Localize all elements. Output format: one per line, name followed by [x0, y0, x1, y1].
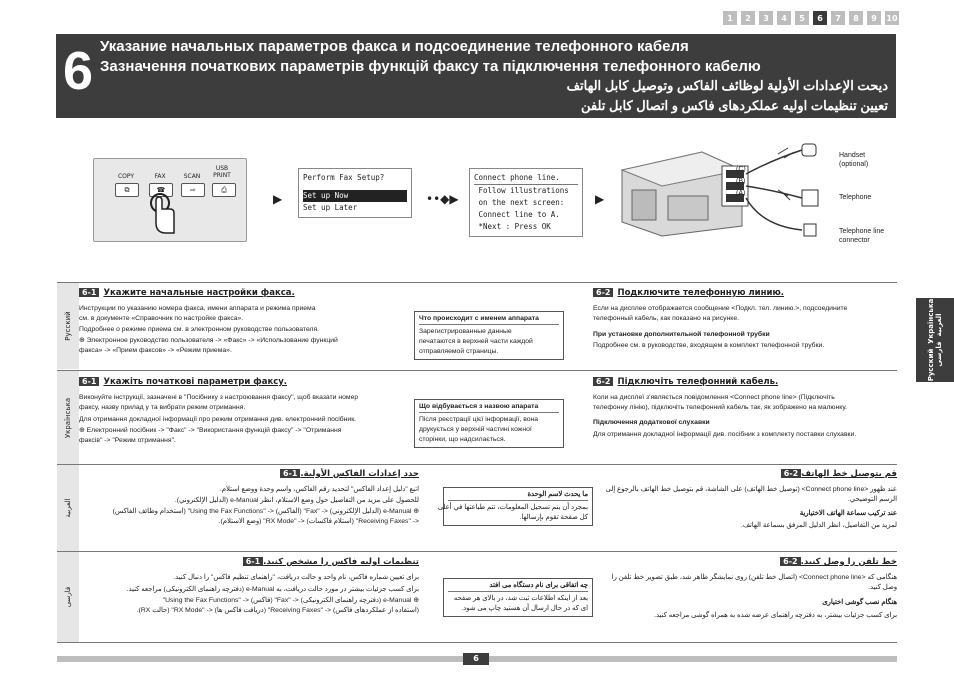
step-6-2-instruction: عند ظهور <Connect phone line> (توصيل خط الهاتف) على الشاشة، قم بتوصيل خط الهاتف بالرجوع إلى الرسم التوضيحي. — [605, 486, 897, 503]
step-6-1-detail: Подробнее о режиме приема см. в электронном руководстве пользователя. — [79, 326, 320, 333]
note-unit-name: ما يحدث لاسم الوحدة بمجرد أن يتم تسجيل المعلومات، تتم طباعتها في أعلى كل صفحة تقوم بإرسالها. — [443, 487, 593, 526]
step-6-1-detail: للحصول على مزيد من التفاصيل حول وضع الاستلام، انظر e-Manual (الدليل الإلكتروني). — [174, 497, 419, 504]
scan-label: SCAN — [183, 173, 201, 180]
usb-print-label: USB PRINT — [213, 165, 231, 179]
step-6-2-detail: Подробнее см. в руководстве, входящем в комплект телефонной трубки. — [593, 342, 825, 349]
machine-connection-diagram — [612, 130, 837, 242]
step-6-1-instruction: برای تعیین شماره فاکس، نام واحد و حالت دریافت، "راهنمای تنظیم فاکس" را دنبال کنید. — [173, 574, 419, 581]
option-set-up-later[interactable]: Set up Later — [303, 203, 358, 212]
page-link-2[interactable]: 2 — [741, 11, 755, 25]
fax-label: FAX — [154, 173, 166, 180]
section-russian — [57, 282, 897, 369]
port-label-a: (A) — [736, 190, 746, 197]
wall-connector-icon — [804, 224, 816, 236]
lcd-screen-connect-line — [469, 168, 583, 237]
copy-icon[interactable]: ⧉ — [115, 183, 139, 197]
scan-icon[interactable]: ⇨ — [181, 183, 205, 197]
copy-label: COPY — [117, 173, 135, 180]
connector-label: Telephone line connector — [839, 228, 885, 244]
title-russian: Указание начальных параметров факса и подсоединение телефонного кабеля — [100, 38, 689, 55]
note-unit-name: Що відбувається з назвою апарата Після реєстрації цієї інформації, вона друкується у верхній частині кожної сторінки, що надсилається. — [414, 399, 564, 448]
note-unit-name: چه اتفاقی برای نام دستگاه می افتد بعد از اینکه اطلاعات ثبت شد، در بالای هر صفحه ای که در حال ارسال آن هستید چاپ می شود. — [443, 578, 593, 617]
note-unit-name: Что происходит с именем аппарата Зарегистрированные данные печатаются в верхней части каждой отправляемой страницы. — [414, 311, 564, 360]
title-persian: تعیین تنظیمات اولیه عملکردهای فاکس و اتصال کابل تلفن — [581, 98, 888, 113]
language-tab-russian: Русский — [57, 283, 79, 369]
section-arabic — [57, 464, 897, 551]
step-6-1-heading: تنظیمات اولیه فاکس را مشخص کنید.6-1 — [239, 557, 419, 567]
page-navigation — [723, 11, 899, 25]
step-6-1-manual-path: ⊕ e-Manual (دفترچه راهنمای الکترونیکی) <- "Fax" (فاکس) <- "Using the Fax Functions" (استفاده از عملکردهای فاکس) <- "Receiving Faxes" (دریافت فاکس ها) <- "RX Mode" (حالت RX). — [136, 597, 419, 614]
step-6-2-subheading: هنگام نصب گوشی اختیاری — [822, 599, 897, 606]
page-link-10[interactable]: 10 — [885, 11, 899, 25]
page-link-1[interactable]: 1 — [723, 11, 737, 25]
finger-press-icon — [140, 187, 180, 237]
screen-line-1: Connect phone line. — [474, 172, 578, 185]
step-6-1-instruction: Виконуйте інструкції, зазначені в "Посібнику з настроювання факсу", щоб вказати номер факсу, назву прилад у та вибрати режим отримання. — [79, 394, 359, 411]
section-persian — [57, 551, 897, 643]
screen-title: Perform Fax Setup? — [303, 173, 385, 182]
title-ukrainian: Зазначення початкових параметрів функцій факсу та підключення телефонного кабелю — [100, 58, 761, 75]
operation-panel-illustration — [93, 158, 247, 242]
step-6-2-heading: 6-2 Подключите телефонную линию. — [593, 288, 784, 298]
step-6-1-manual-path: ⊕ Электронное руководство пользователя -> «Факс» -> «Использование функций факса» -> «Прием факсов» -> «Режим приема». — [79, 337, 338, 354]
ok-arrow-icon: ••◆▶ — [426, 192, 459, 206]
lcd-screen-fax-setup — [298, 168, 412, 218]
language-tab-ukrainian: Українська — [57, 371, 79, 465]
step-6-2-detail: برای کسب جزئیات بیشتر، به دفترچه راهنمای عرضه شده به همراه گوشی مراجعه کنید. — [654, 612, 897, 619]
page-link-8[interactable]: 8 — [849, 11, 863, 25]
language-tab-arabic: العربية — [57, 465, 79, 551]
page-link-5[interactable]: 5 — [795, 11, 809, 25]
section-ukrainian — [57, 370, 897, 465]
telephone-label: Telephone — [839, 194, 872, 201]
arrow-right-icon: ▶ — [273, 192, 283, 206]
step-6-1-instruction: Инструкции по указанию номера факса, имени аппарата и режима приема см. в документе «Справочник по настройке факса». — [79, 305, 316, 322]
handset-icon — [802, 144, 816, 156]
screen-line-5: *Next : Press OK — [474, 222, 551, 231]
step-6-2-subheading: عند تركيب سماعة الهاتف الاختيارية — [799, 510, 897, 517]
page-link-9[interactable]: 9 — [867, 11, 881, 25]
step-6-1-heading: 6-1 Укажіть початкові параметри факсу. — [79, 377, 287, 387]
page-link-3[interactable]: 3 — [759, 11, 773, 25]
step-6-1-instruction: اتبع "دليل إعداد الفاكس" لتحديد رقم الفاكس، واسم وحدة ووضع استلام. — [219, 486, 419, 493]
language-side-tab[interactable]: Русский Українська العربية فارسی — [916, 298, 954, 382]
page-link-7[interactable]: 7 — [831, 11, 845, 25]
step-6-2-heading: قم بتوصيل خط الهاتف6-2 — [777, 469, 897, 479]
step-6-2-instruction: Если на дисплее отображается сообщение <Подкл. тел. линию.>, подсоедините телефонный кабель, как показано на рисунке. — [593, 305, 848, 322]
step-6-2-subheading: Підключення додаткової слухавки — [593, 419, 710, 426]
step-6-2-instruction: Коли на дисплеї з'являється повідомлення <Connect phone line> (Підключіть телефонну лінію), підключіть телефонний кабель так, як зображено на малюнку. — [593, 394, 847, 411]
step-6-1-heading: 6-1 Укажите начальные настройки факса. — [79, 288, 295, 298]
screen-line-2: Follow illustrations — [474, 186, 569, 195]
step-header — [56, 34, 896, 118]
page-link-4[interactable]: 4 — [777, 11, 791, 25]
step-6-2-instruction: هنگامی که <Connect phone line> (اتصال خط تلفن) روی نمایشگر ظاهر شد، طبق تصویر خط تلفن را وصل کنید. — [611, 574, 897, 591]
step-6-1-heading: حدد إعدادات الفاكس الأولية.6-1 — [276, 469, 419, 479]
language-tab-persian: فارسی — [57, 552, 79, 642]
page-link-6-current[interactable]: 6 — [813, 11, 827, 25]
arrow-right-icon-2: ▶ — [595, 192, 605, 206]
step-number: 6 — [62, 41, 94, 101]
handset-label: Handset (optional) — [839, 152, 869, 168]
step-6-2-heading: 6-2 Підключіть телефонний кабель. — [593, 377, 778, 387]
fax-icon[interactable]: ☎ — [149, 183, 173, 197]
page-number: 6 — [463, 653, 489, 665]
port-label-c: (C) — [736, 166, 746, 173]
step-6-2-detail: لمزيد من التفاصيل، انظر الدليل المرفق بسماعة الهاتف. — [740, 522, 897, 529]
step-6-1-manual-path: ⊕ e-Manual (الدليل الإلكتروني) <- "Fax" (الفاكس) <- "Using the Fax Functions" (استخدام وظائف الفاكس) <- "Receiving Faxes" (استلام فاكسات) <- "RX Mode" (وضع الاستلام). — [112, 508, 419, 525]
screen-line-4: Connect line to A. — [474, 210, 560, 219]
step-6-1-detail: Для отримання докладної інформації про режим отримання див. електронний посібник. — [79, 416, 357, 423]
option-set-up-now[interactable]: Set up Now — [303, 190, 407, 202]
step-6-2-subheading: При установке дополнительной телефонной трубки — [593, 331, 770, 338]
step-6-2-heading: خط تلفن را وصل کنید.6-2 — [776, 557, 897, 567]
step-6-1-detail: برای کسب جزئیات بیشتر در مورد حالت دریافت، به e-Manual (دفترچه راهنمای الکترونیکی) مراجعه کنید. — [126, 586, 419, 593]
screen-line-3: on the next screen: — [474, 198, 565, 207]
port-label-b: (B) — [736, 178, 746, 185]
step-6-2-detail: Для отримання докладної інформації див. посібник з комплекту поставки слухавки. — [593, 431, 857, 438]
usb-print-icon[interactable]: ⎙ — [212, 183, 236, 197]
step-6-1-manual-path: ⊕ Електронний посібник -> "Факс" -> "Використання функцій факсу" -> "Отримання факсів" -> "Режим отримання". — [79, 427, 342, 444]
telephone-icon — [802, 190, 818, 206]
title-arabic: ديحت الإعدادات الأولية لوظائف الفاكس وتوصيل كابل الهاتف — [566, 78, 888, 93]
